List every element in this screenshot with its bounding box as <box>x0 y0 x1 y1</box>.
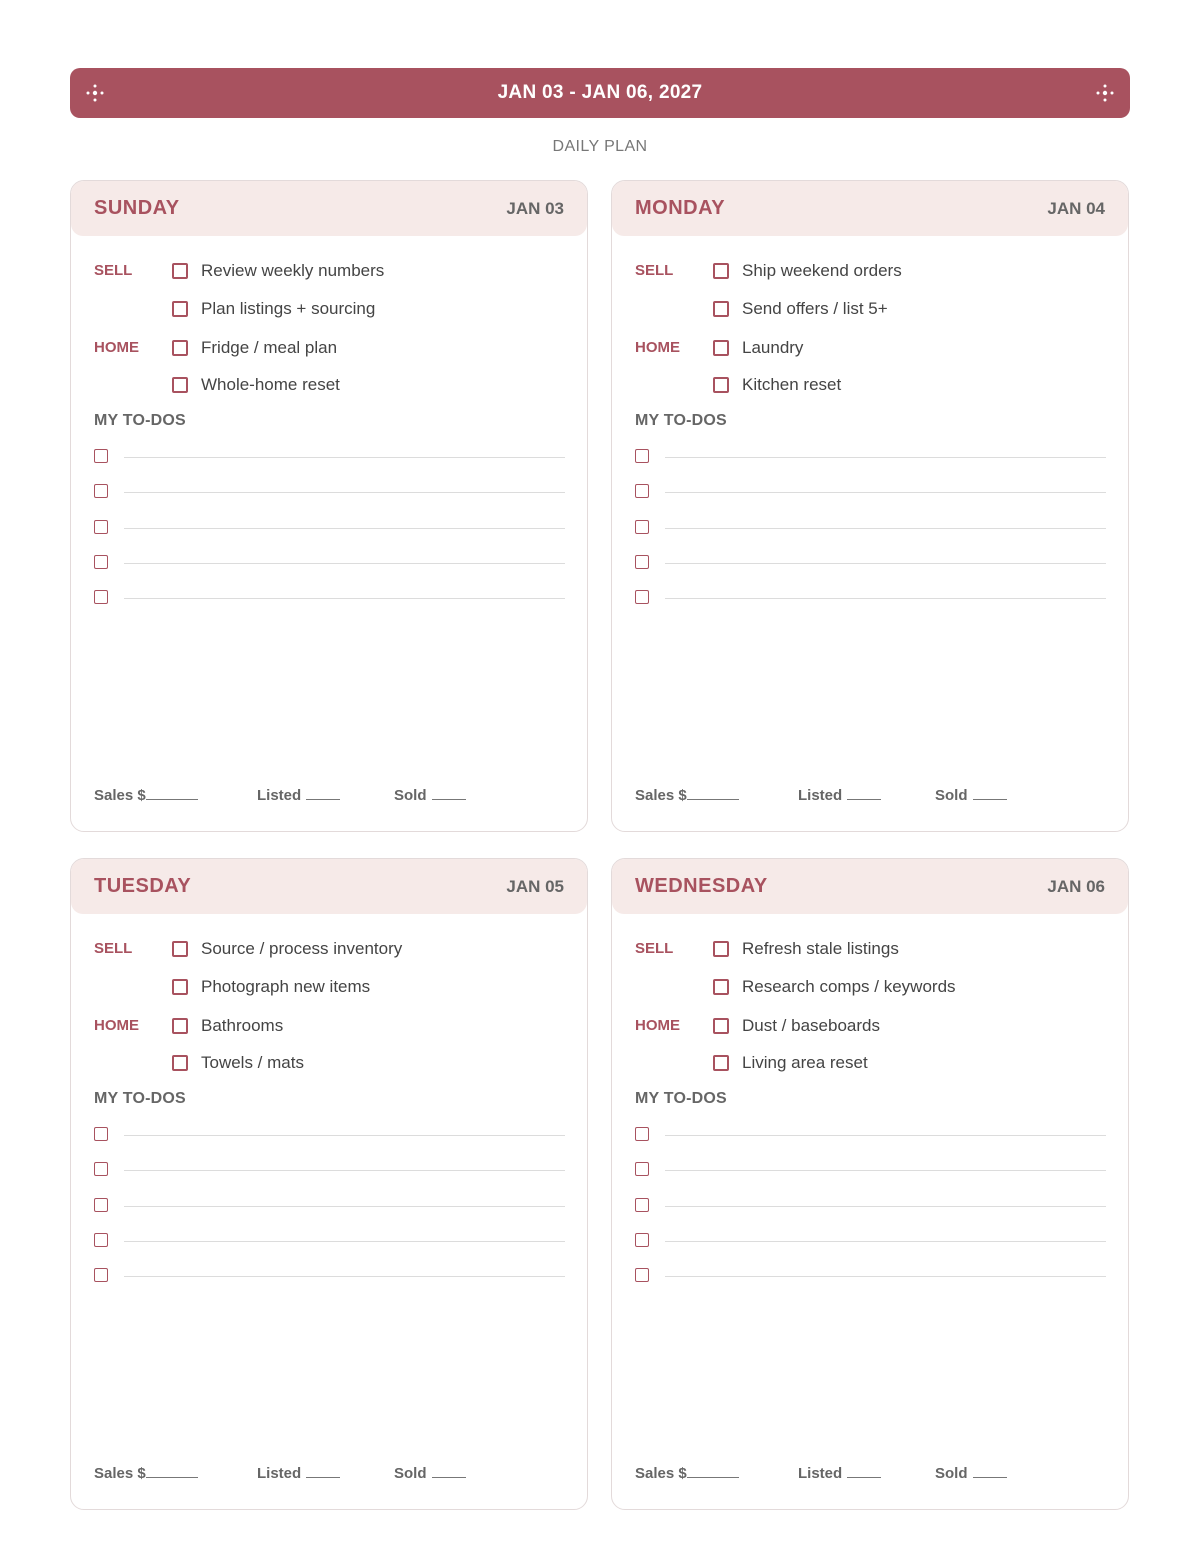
task-label: Refresh stale listings <box>742 939 899 958</box>
task-checkbox[interactable] <box>713 377 729 393</box>
listed-field[interactable] <box>257 787 340 804</box>
writing-line <box>665 1170 1106 1171</box>
todo-line[interactable] <box>94 1127 565 1143</box>
day-date: JAN 04 <box>1047 198 1105 218</box>
writing-line <box>124 457 565 458</box>
sell-task-item[interactable] <box>172 977 370 997</box>
sell-task-item[interactable] <box>713 261 902 281</box>
todo-checkbox[interactable] <box>635 484 649 498</box>
home-category-label: HOME <box>94 339 139 356</box>
sold-label: Sold <box>394 787 427 804</box>
writing-line <box>665 457 1106 458</box>
writing-line <box>124 1241 565 1242</box>
writing-line <box>124 1135 565 1136</box>
todo-checkbox[interactable] <box>94 520 108 534</box>
todo-checkbox[interactable] <box>94 555 108 569</box>
day-card <box>611 858 1129 1510</box>
todo-line[interactable] <box>635 555 1106 571</box>
writing-line <box>124 492 565 493</box>
todo-line[interactable] <box>94 520 565 536</box>
todo-checkbox[interactable] <box>94 1198 108 1212</box>
todo-checkbox[interactable] <box>94 1162 108 1176</box>
home-task-item[interactable] <box>172 1053 304 1073</box>
sold-label: Sold <box>935 1465 968 1482</box>
todo-checkbox[interactable] <box>94 1127 108 1141</box>
todo-checkbox[interactable] <box>94 1233 108 1247</box>
listed-blank[interactable] <box>847 1466 881 1478</box>
todos-heading: MY TO-DOS <box>635 1090 727 1107</box>
home-task-item[interactable] <box>172 338 337 358</box>
home-task-item[interactable] <box>172 1016 283 1036</box>
sold-field[interactable] <box>394 787 466 804</box>
sell-task-item[interactable] <box>172 939 402 959</box>
todo-checkbox[interactable] <box>635 1268 649 1282</box>
page-subtitle: DAILY PLAN <box>552 138 648 155</box>
sell-category-label: SELL <box>635 262 674 279</box>
todo-checkbox[interactable] <box>635 555 649 569</box>
task-checkbox[interactable] <box>713 1018 729 1034</box>
todo-line[interactable] <box>94 1233 565 1249</box>
day-header <box>71 859 587 914</box>
sell-task-item[interactable] <box>713 977 956 997</box>
sell-task-item[interactable] <box>713 299 888 319</box>
task-label: Laundry <box>742 338 804 357</box>
todo-checkbox[interactable] <box>94 449 108 463</box>
sell-task-item[interactable] <box>713 939 899 959</box>
sales-blank[interactable] <box>146 1466 198 1478</box>
task-label: Plan listings + sourcing <box>201 299 376 318</box>
todo-checkbox[interactable] <box>635 590 649 604</box>
todo-line[interactable] <box>94 1268 565 1284</box>
sold-label: Sold <box>935 787 968 804</box>
task-label: Source / process inventory <box>201 939 403 958</box>
sales-field[interactable] <box>635 787 739 804</box>
day-card <box>70 858 588 1510</box>
day-date: JAN 05 <box>506 876 564 896</box>
task-checkbox[interactable] <box>172 979 188 995</box>
task-label: Living area reset <box>742 1053 868 1072</box>
day-date: JAN 06 <box>1047 876 1105 896</box>
date-range-banner <box>70 68 1130 118</box>
task-checkbox[interactable] <box>713 941 729 957</box>
sales-blank[interactable] <box>146 788 198 800</box>
task-label: Bathrooms <box>201 1016 284 1035</box>
sold-field[interactable] <box>935 787 1007 804</box>
listed-blank[interactable] <box>847 788 881 800</box>
day-name: TUESDAY <box>94 875 192 897</box>
task-label: Kitchen reset <box>742 375 842 394</box>
day-card <box>611 180 1129 832</box>
sell-task-item[interactable] <box>172 299 375 319</box>
writing-line <box>665 563 1106 564</box>
todo-line[interactable] <box>94 1198 565 1214</box>
day-card <box>70 180 588 832</box>
day-date: JAN 03 <box>506 198 564 218</box>
task-checkbox[interactable] <box>713 1055 729 1071</box>
sales-label: Sales $ <box>94 1465 146 1482</box>
listed-field[interactable] <box>257 1465 340 1482</box>
todo-checkbox[interactable] <box>635 1198 649 1212</box>
todos-heading: MY TO-DOS <box>94 412 186 429</box>
todo-checkbox[interactable] <box>94 484 108 498</box>
day-header <box>612 859 1128 914</box>
todo-checkbox[interactable] <box>635 449 649 463</box>
sparkle-icon <box>1095 83 1115 103</box>
todo-line[interactable] <box>94 484 565 500</box>
listed-label: Listed <box>257 787 302 804</box>
todo-line[interactable] <box>94 449 565 465</box>
sales-label: Sales $ <box>635 1465 687 1482</box>
writing-line <box>124 1276 565 1277</box>
task-label: Dust / baseboards <box>742 1016 880 1035</box>
sold-blank[interactable] <box>432 1466 466 1478</box>
todo-line[interactable] <box>635 520 1106 536</box>
listed-label: Listed <box>257 1465 302 1482</box>
todo-line[interactable] <box>635 1268 1106 1284</box>
task-label: Review weekly numbers <box>201 261 385 280</box>
todo-line[interactable] <box>635 1162 1106 1178</box>
todo-line[interactable] <box>635 484 1106 500</box>
todo-line[interactable] <box>94 1162 565 1178</box>
writing-line <box>124 563 565 564</box>
task-checkbox[interactable] <box>713 340 729 356</box>
writing-line <box>665 492 1106 493</box>
task-label: Research comps / keywords <box>742 977 956 996</box>
sales-field[interactable] <box>635 1465 739 1482</box>
page-title: JAN 03 - JAN 06, 2027 <box>497 82 703 103</box>
writing-line <box>665 598 1106 599</box>
writing-line <box>665 528 1106 529</box>
task-checkbox[interactable] <box>713 263 729 279</box>
writing-line <box>665 1241 1106 1242</box>
sold-blank[interactable] <box>432 788 466 800</box>
listed-label: Listed <box>798 1465 843 1482</box>
task-label: Send offers / list 5+ <box>742 299 888 318</box>
task-checkbox[interactable] <box>172 941 188 957</box>
home-task-item[interactable] <box>713 1053 868 1073</box>
day-name: MONDAY <box>635 197 726 219</box>
home-task-item[interactable] <box>713 1016 880 1036</box>
todo-line[interactable] <box>635 590 1106 606</box>
task-checkbox[interactable] <box>713 979 729 995</box>
task-label: Towels / mats <box>201 1053 304 1072</box>
todo-checkbox[interactable] <box>635 520 649 534</box>
sales-field[interactable] <box>94 1465 198 1482</box>
writing-line <box>665 1276 1106 1277</box>
task-label: Photograph new items <box>201 977 371 996</box>
sell-category-label: SELL <box>94 940 133 957</box>
task-label: Ship weekend orders <box>742 261 902 280</box>
task-checkbox[interactable] <box>172 340 188 356</box>
listed-field[interactable] <box>798 787 881 804</box>
task-checkbox[interactable] <box>172 377 188 393</box>
sales-blank[interactable] <box>687 788 739 800</box>
task-checkbox[interactable] <box>172 301 188 317</box>
listed-label: Listed <box>798 787 843 804</box>
home-task-item[interactable] <box>713 338 803 358</box>
todos-heading: MY TO-DOS <box>635 412 727 429</box>
home-category-label: HOME <box>635 1017 680 1034</box>
home-task-item[interactable] <box>172 375 340 395</box>
task-checkbox[interactable] <box>713 301 729 317</box>
listed-blank[interactable] <box>306 1466 340 1478</box>
todo-checkbox[interactable] <box>635 1127 649 1141</box>
task-checkbox[interactable] <box>172 1055 188 1071</box>
sold-blank[interactable] <box>973 1466 1007 1478</box>
writing-line <box>124 598 565 599</box>
writing-line <box>124 528 565 529</box>
day-header <box>612 181 1128 236</box>
task-checkbox[interactable] <box>172 1018 188 1034</box>
sell-task-item[interactable] <box>172 261 384 281</box>
listed-field[interactable] <box>798 1465 881 1482</box>
day-name: WEDNESDAY <box>635 875 768 897</box>
sparkle-icon <box>85 83 105 103</box>
todo-line[interactable] <box>635 1127 1106 1143</box>
todo-checkbox[interactable] <box>94 1268 108 1282</box>
task-label: Whole-home reset <box>201 375 340 394</box>
todo-checkbox[interactable] <box>635 1233 649 1247</box>
writing-line <box>665 1135 1106 1136</box>
sales-label: Sales $ <box>94 787 146 804</box>
day-name: SUNDAY <box>94 197 180 219</box>
sales-blank[interactable] <box>687 1466 739 1478</box>
sold-blank[interactable] <box>973 788 1007 800</box>
sold-field[interactable] <box>394 1465 466 1482</box>
sold-label: Sold <box>394 1465 427 1482</box>
writing-line <box>124 1206 565 1207</box>
todo-checkbox[interactable] <box>94 590 108 604</box>
sold-field[interactable] <box>935 1465 1007 1482</box>
todo-line[interactable] <box>635 1233 1106 1249</box>
todo-checkbox[interactable] <box>635 1162 649 1176</box>
todo-line[interactable] <box>94 555 565 571</box>
todo-line[interactable] <box>635 449 1106 465</box>
todo-line[interactable] <box>94 590 565 606</box>
writing-line <box>124 1170 565 1171</box>
home-category-label: HOME <box>635 339 680 356</box>
writing-line <box>665 1206 1106 1207</box>
sell-category-label: SELL <box>635 940 674 957</box>
day-header <box>71 181 587 236</box>
home-task-item[interactable] <box>713 375 841 395</box>
task-label: Fridge / meal plan <box>201 338 338 357</box>
task-checkbox[interactable] <box>172 263 188 279</box>
sales-field[interactable] <box>94 787 198 804</box>
listed-blank[interactable] <box>306 788 340 800</box>
home-category-label: HOME <box>94 1017 139 1034</box>
sales-label: Sales $ <box>635 787 687 804</box>
todo-line[interactable] <box>635 1198 1106 1214</box>
sell-category-label: SELL <box>94 262 133 279</box>
todos-heading: MY TO-DOS <box>94 1090 186 1107</box>
